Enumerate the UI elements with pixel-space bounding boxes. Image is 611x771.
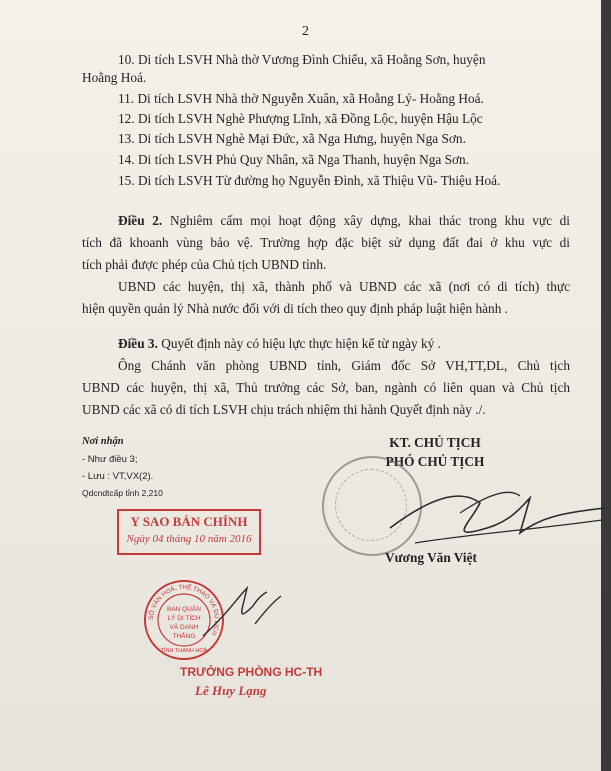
certified-copy-date: Ngày 04 tháng 10 năm 2016 bbox=[126, 533, 252, 545]
signature-title-1: KT. CHỦ TỊCH bbox=[389, 435, 481, 450]
article2-heading: Điều 2. bbox=[118, 213, 163, 228]
certified-copy-stamp bbox=[117, 509, 261, 555]
article2-line: UBND các huyện, thị xã, thành phố và UBND các xã (nơi có di tích) thực bbox=[118, 279, 570, 294]
list-item: 15. Di tích LSVH Từ đường họ Nguyễn Đình, xã Thiệu Vũ- Thiệu Hoá. bbox=[118, 173, 501, 188]
page-edge-shadow bbox=[601, 0, 611, 771]
page-number: 2 bbox=[302, 24, 309, 39]
certified-copy-title: Y SAO BẢN CHÍNH bbox=[130, 514, 248, 529]
article3-heading: Điều 3. bbox=[118, 336, 158, 351]
office-signer-title: TRƯỞNG PHÒNG HC-TH bbox=[180, 665, 323, 679]
article3-line: Ông Chánh văn phòng UBND tỉnh, Giám đốc Sở VH,TT,DL, Chủ tịch bbox=[118, 358, 570, 373]
article2-line: tích phải được phép của Chủ tịch UBND tỉnh. bbox=[82, 257, 327, 272]
article2-first-line bbox=[118, 210, 570, 232]
list-item: 11. Di tích LSVH Nhà thờ Nguyễn Xuân, xã Hoằng Lý- Hoằng Hoá. bbox=[118, 91, 484, 106]
signature-title-2: PHÓ CHỦ TỊCH bbox=[385, 454, 485, 469]
office-seal-inner-text: BAN QUẢN LÝ DI TÍCH VÀ DANH THẮNG bbox=[167, 606, 201, 640]
list-item: 13. Di tích LSVH Nghè Mại Đức, xã Nga Hưng, huyện Nga Sơn. bbox=[118, 131, 466, 146]
signer-name: Vương Văn Việt bbox=[385, 550, 477, 565]
recipient-item: Qdcndtcấp tỉnh 2,210 bbox=[82, 488, 163, 498]
article3-line: UBND các xã có di tích LSVH chịu trách nhiệm thi hành Quyết định này ./. bbox=[82, 402, 486, 417]
office-signer-name: Lê Huy Lạng bbox=[195, 683, 267, 698]
article3-first-line bbox=[118, 333, 570, 355]
article2-text: Nghiêm cấm mọi hoạt động xây dựng, khai thác trong khu vực di bbox=[169, 213, 571, 228]
list-item: 12. Di tích LSVH Nghè Phượng Lĩnh, xã Đồng Lộc, huyện Hậu Lộc bbox=[118, 111, 483, 126]
office-seal-bottom-text: TỈNH THANH HOÁ bbox=[160, 648, 208, 654]
list-item: 14. Di tích LSVH Phủ Quy Nhân, xã Nga Thanh, huyện Nga Sơn. bbox=[118, 152, 469, 167]
recipients-heading: Nơi nhận bbox=[82, 436, 124, 447]
article2-line: hiện quyền quản lý Nhà nước đối với di tích theo quy định pháp luật hiện hành . bbox=[82, 301, 509, 316]
list-item: 10. Di tích LSVH Nhà thờ Vương Đình Chiểu, xã Hoằng Sơn, huyện bbox=[118, 52, 486, 67]
article2-line: tích đã khoanh vùng bảo vệ. Trường hợp đặc biệt sử dụng đất đai ở khu vực di bbox=[82, 235, 570, 250]
list-item-continued: Hoằng Hoá. bbox=[82, 70, 147, 85]
recipient-item: - Lưu : VT,VX(2). bbox=[82, 471, 154, 482]
office-seal-outer-text: SỞ VĂN HOÁ, THỂ THAO VÀ DU LỊCH bbox=[147, 583, 221, 637]
recipient-item: - Như điều 3; bbox=[82, 454, 138, 465]
office-signature-scribble bbox=[195, 576, 285, 646]
article3-text: Quyết định này có hiệu lực thực hiện kể từ ngày ký . bbox=[161, 336, 441, 351]
article3-line: UBND các huyện, thị xã, Thủ trưởng các Sở, ban, ngành có liên quan và Chủ tịch bbox=[82, 380, 570, 395]
